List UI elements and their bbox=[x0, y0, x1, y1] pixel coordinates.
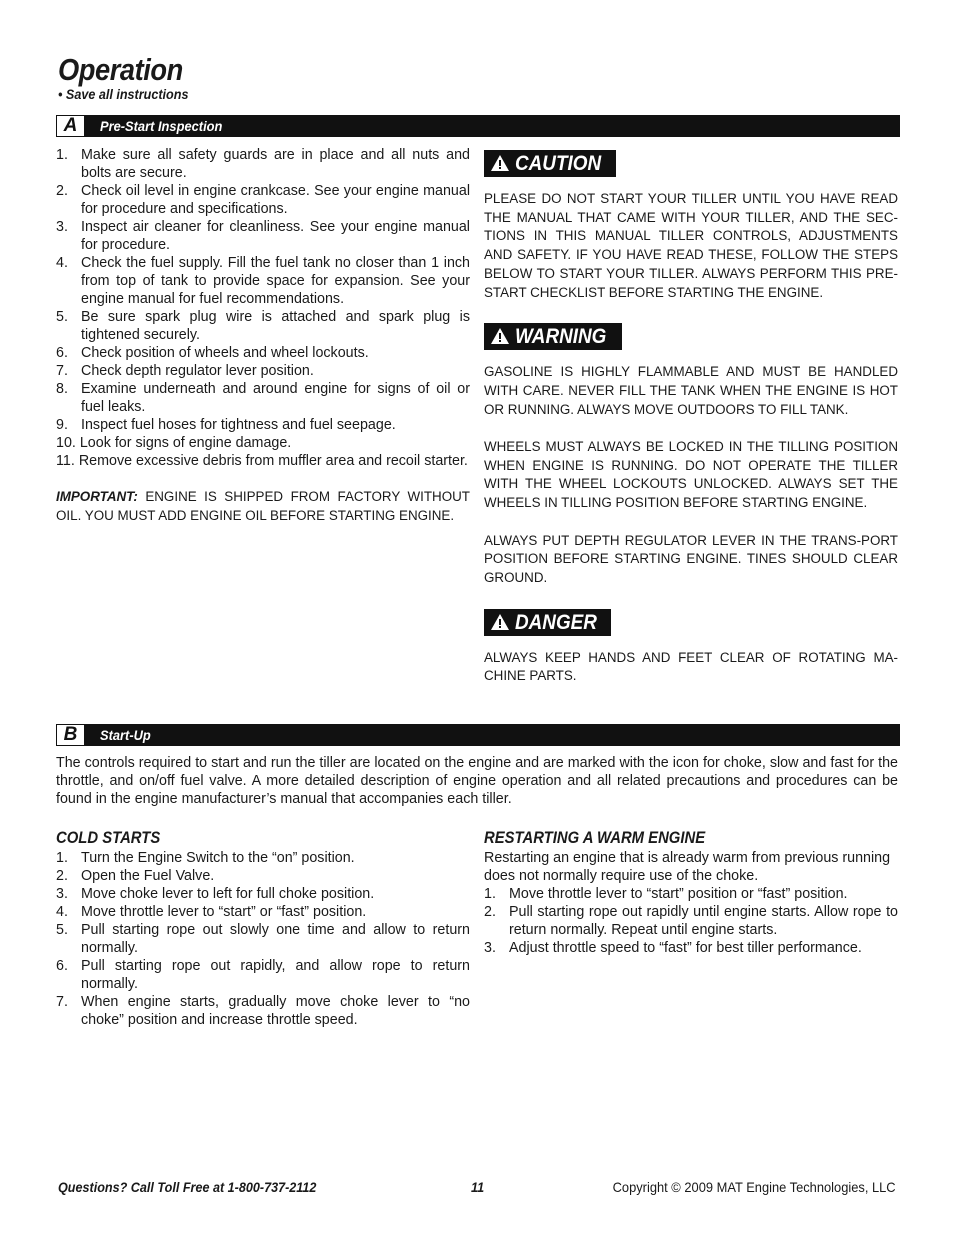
safety-column bbox=[484, 150, 898, 686]
pre-start-step: 10. Look for signs of engine damage. bbox=[56, 435, 292, 451]
warning-badge bbox=[484, 323, 622, 350]
cold-start-step: 2. Open the Fuel Valve. bbox=[56, 868, 215, 884]
caution-badge bbox=[484, 150, 616, 177]
warning-paragraph: ALWAYS PUT DEPTH REGULATOR LEVER IN THE TRANS-PORT POSITION BEFORE STARTING ENGINE. TINES SHOULD CLEAR GROUND. bbox=[484, 532, 898, 585]
restart-step: 2. Pull starting rope out rapidly until engine starts. Allow rope to return normally. Repeat until engine starts. bbox=[484, 904, 898, 938]
cold-start-step: 1. Turn the Engine Switch to the “on” position. bbox=[56, 850, 355, 866]
section-a-title: Pre-Start Inspection bbox=[100, 118, 223, 134]
restarting-steps bbox=[484, 885, 898, 957]
pre-start-step: 4. Check the fuel supply. Fill the fuel tank no closer than 1 inch from top of tank to provide space for expansion. See your engine manual for fuel recommendations. bbox=[56, 255, 470, 307]
section-a-letter: A bbox=[56, 115, 85, 137]
pre-start-step: 2. Check oil level in engine crankcase. See your engine manual for procedure and specifications. bbox=[56, 183, 470, 217]
restart-step: 3. Adjust throttle speed to “fast” for best tiller performance. bbox=[484, 940, 862, 956]
cold-starts-heading: COLD STARTS bbox=[56, 829, 161, 847]
warning-paragraph: WHEELS MUST ALWAYS BE LOCKED IN THE TILLING POSITION WHEN ENGINE IS RUNNING. DO NOT OPERATE THE TILLER WITH THE WHEEL LOCKOUTS UNLOCKED. ALWAYS SET THE WHEELS IN TILLING POSITION BEFORE STARTING ENGINE. bbox=[484, 439, 898, 511]
pre-start-step: 7. Check depth regulator lever position. bbox=[56, 363, 314, 379]
section-b-title: Start-Up bbox=[100, 727, 151, 743]
cold-start-step: 3. Move choke lever to left for full choke position. bbox=[56, 886, 375, 902]
section-b-header bbox=[56, 724, 900, 746]
pre-start-step: 6. Check position of wheels and wheel lockouts. bbox=[56, 345, 369, 361]
section-a-header bbox=[56, 115, 900, 137]
important-note: IMPORTANT: ENGINE IS SHIPPED FROM FACTORY WITHOUT OIL. YOU MUST ADD ENGINE OIL BEFORE STARTING ENGINE. bbox=[56, 489, 470, 523]
restarting-heading: RESTARTING A WARM ENGINE bbox=[484, 829, 706, 847]
warning-paragraph: GASOLINE IS HIGHLY FLAMMABLE AND MUST BE HANDLED WITH CARE. NEVER FILL THE TANK WHEN THE ENGINE IS HOT OR RUNNING. ALWAYS MOVE OUTDOORS TO FILL TANK. bbox=[484, 364, 898, 417]
warning-triangle-icon bbox=[490, 613, 510, 631]
danger-text: ALWAYS KEEP HANDS AND FEET CLEAR OF ROTATING MA-CHINE PARTS. bbox=[484, 649, 898, 684]
cold-starts-steps bbox=[56, 849, 470, 1029]
restart-step: 1. Move throttle lever to “start” position or “fast” position. bbox=[484, 886, 848, 902]
pre-start-steps bbox=[56, 146, 470, 470]
caution-label: CAUTION bbox=[515, 152, 602, 175]
page-subtitle: • Save all instructions bbox=[58, 86, 189, 102]
pre-start-step: 3. Inspect air cleaner for cleanliness. See your engine manual for procedure. bbox=[56, 219, 470, 253]
pre-start-step: 1. Make sure all safety guards are in place and all nuts and bolts are secure. bbox=[56, 147, 470, 181]
pre-start-column bbox=[56, 146, 470, 525]
cold-start-step: 4. Move throttle lever to “start” or “fast” position. bbox=[56, 904, 367, 920]
cold-start-step: 7. When engine starts, gradually move choke lever to “no choke” position and increase throttle speed. bbox=[56, 994, 470, 1028]
page-title: Operation bbox=[58, 52, 183, 87]
pre-start-step: 5. Be sure spark plug wire is attached and spark plug is tightened securely. bbox=[56, 309, 470, 343]
danger-badge bbox=[484, 609, 611, 636]
footer-copyright: Copyright © 2009 MAT Engine Technologies, LLC bbox=[612, 1179, 896, 1195]
pre-start-step: 9. Inspect fuel hoses for tightness and fuel seepage. bbox=[56, 417, 396, 433]
footer-phone: Questions? Call Toll Free at 1-800-737-2112 bbox=[58, 1179, 317, 1195]
warning-label: WARNING bbox=[515, 325, 607, 349]
warning-triangle-icon bbox=[490, 327, 510, 345]
warning-triangle-icon bbox=[490, 154, 510, 172]
pre-start-step: 11. Remove excessive debris from muffler area and recoil starter. bbox=[56, 453, 468, 469]
restarting-column bbox=[484, 829, 898, 957]
restarting-intro: Restarting an engine that is already warm from previous running does not normally require use of the choke. bbox=[484, 850, 891, 884]
pre-start-step: 8. Examine underneath and around engine for signs of oil or fuel leaks. bbox=[56, 381, 470, 415]
page-number: 11 bbox=[471, 1179, 485, 1195]
cold-start-step: 5. Pull starting rope out slowly one time and allow to return normally. bbox=[56, 922, 470, 956]
danger-label: DANGER bbox=[515, 610, 597, 634]
cold-starts-column bbox=[56, 829, 470, 1029]
start-up-intro: The controls required to start and run the tiller are located on the engine and are marked with the icon for choke, slow and fast for the throttle, and on/off fuel valve. A more detailed description of engine operation and all related precautions and procedures can be found in the engine manufacturer’s manual that accompanies each tiller. bbox=[56, 755, 898, 807]
cold-start-step: 6. Pull starting rope out rapidly, and allow rope to return normally. bbox=[56, 958, 470, 992]
section-b-letter: B bbox=[56, 724, 85, 746]
caution-text: PLEASE DO NOT START YOUR TILLER UNTIL YOU HAVE READ THE MANUAL THAT CAME WITH YOUR TILLER, AND THE SEC-TIONS IN THIS MANUAL TILLER CONTROLS, ADJUSTMENTS AND SAFETY. IF YOU HAVE READ THESE, FOLLOW THE STEPS BELOW TO START YOUR TILLER. ALWAYS PERFORM THIS PRE-START CHECKLIST BEFORE STARTING THE ENGINE. bbox=[484, 191, 898, 300]
